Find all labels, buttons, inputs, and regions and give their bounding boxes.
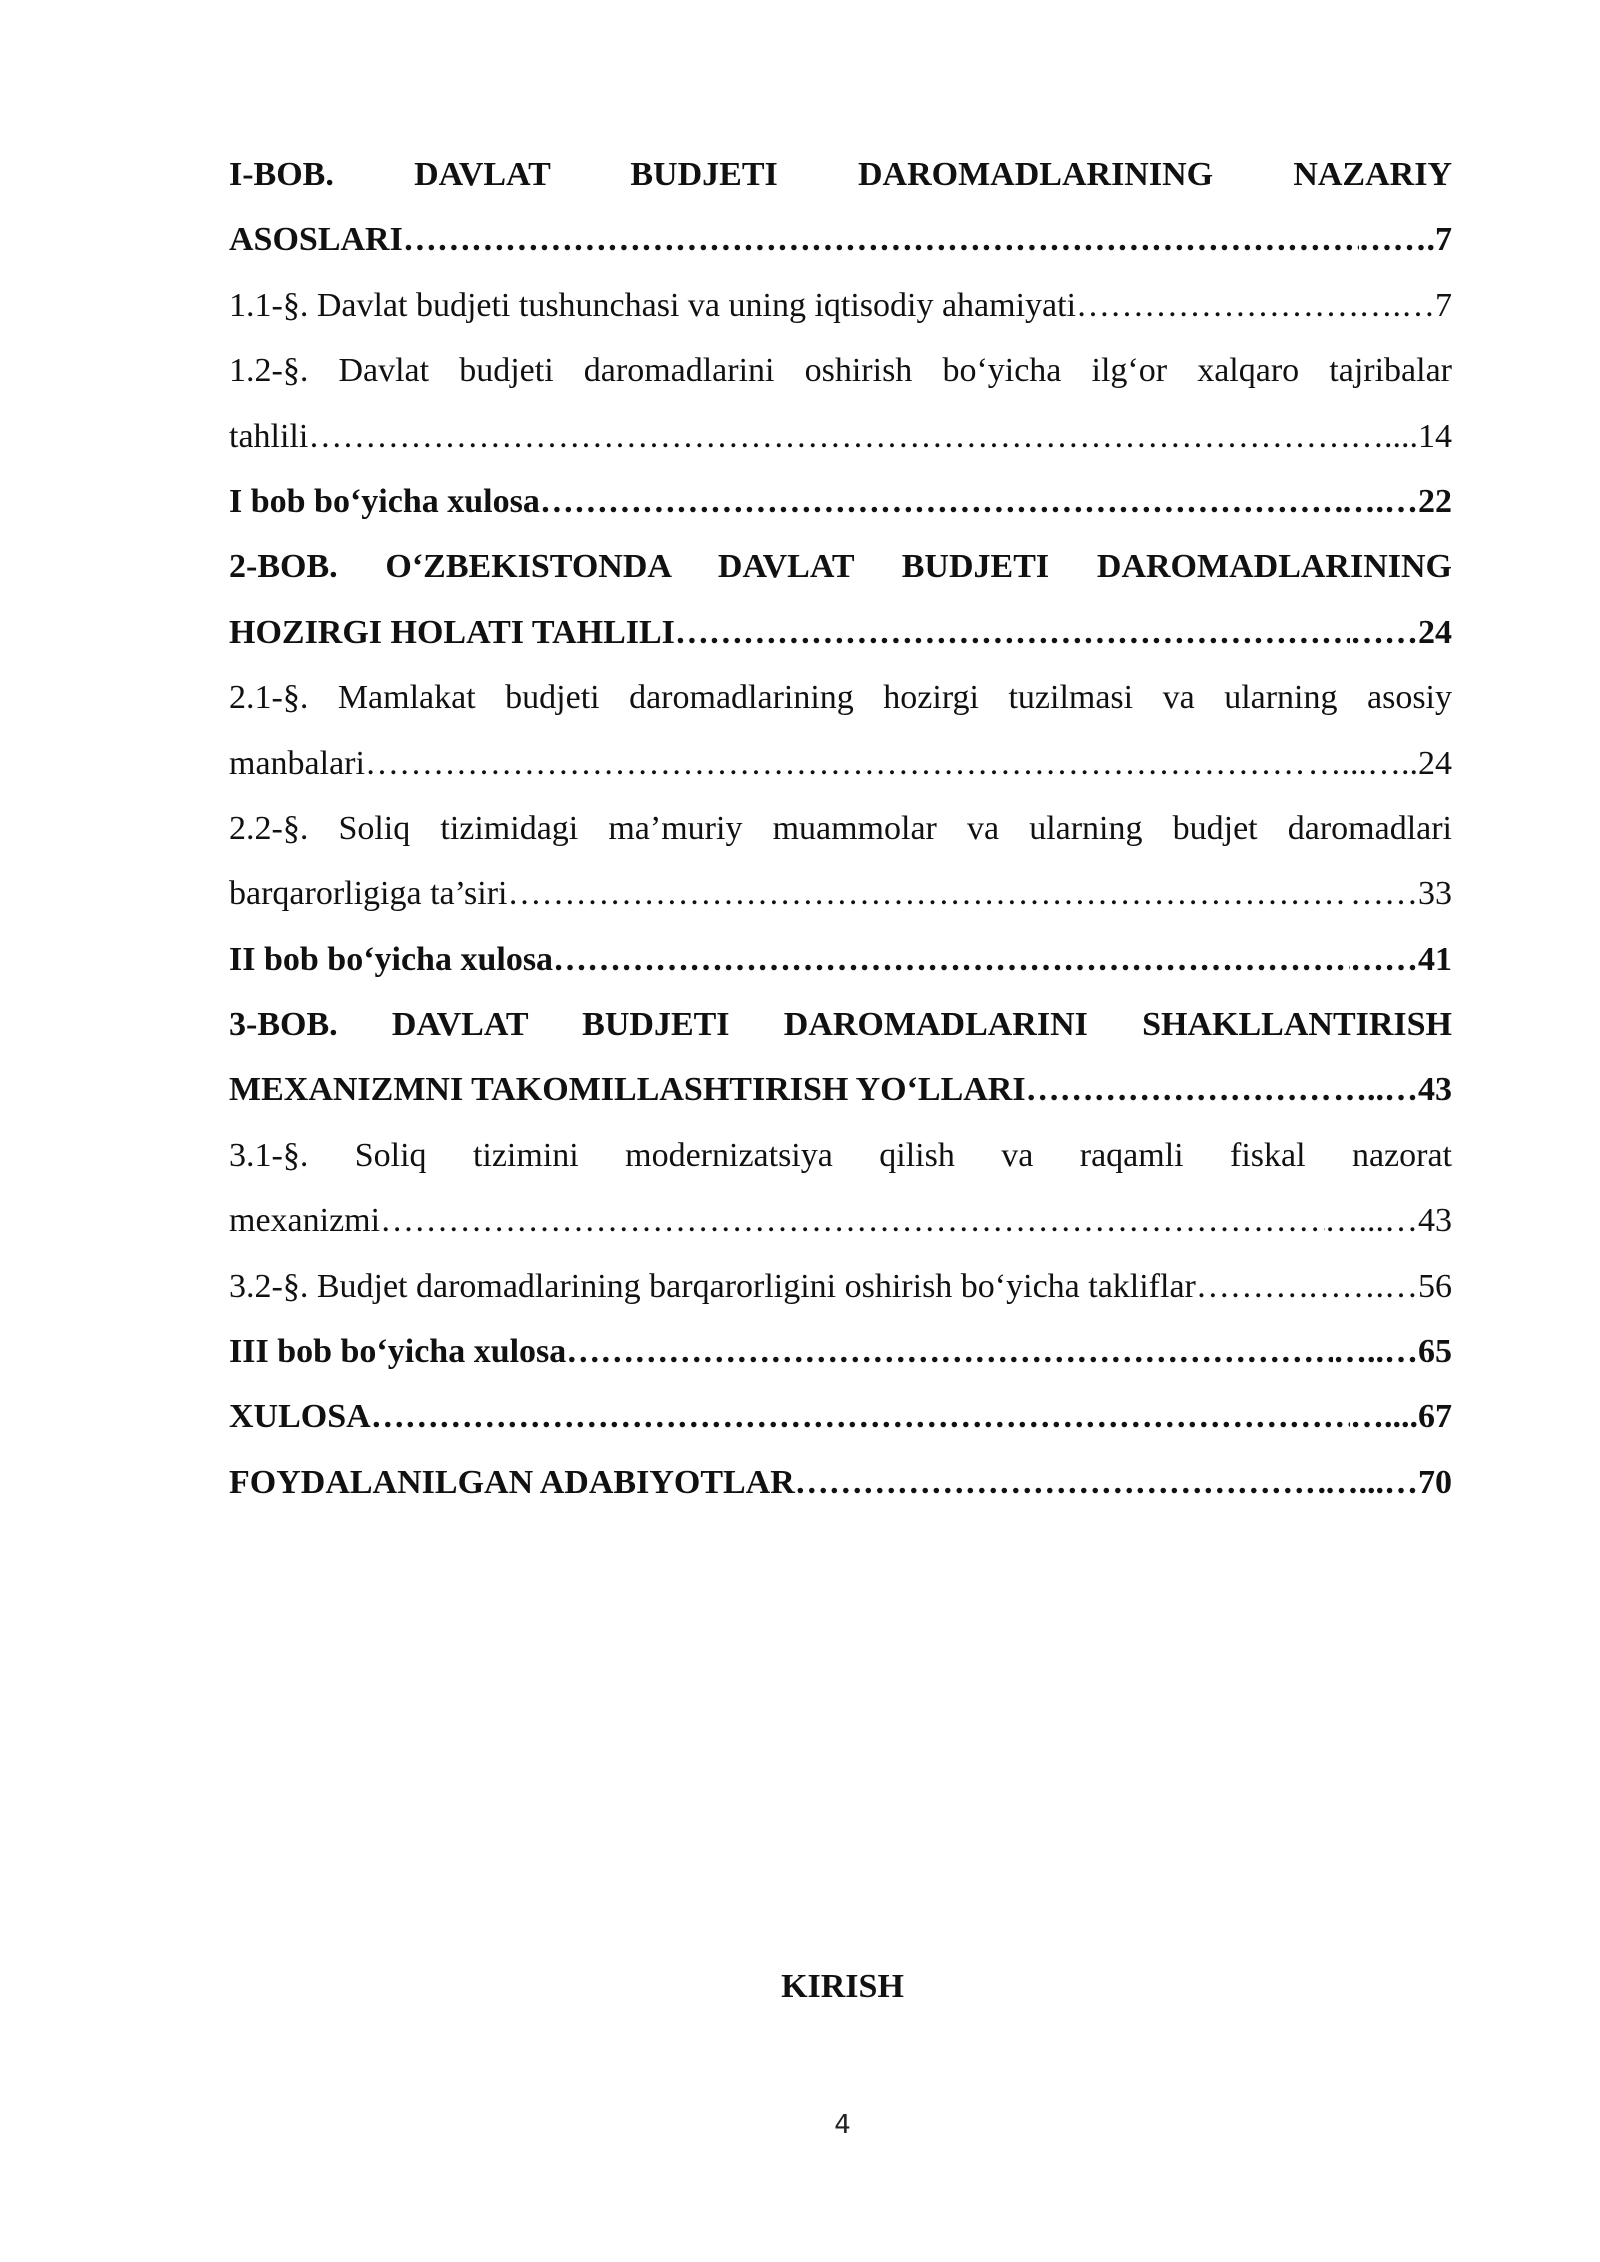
toc-entry-title: 1.1-§. Davlat budjeti tushunchasi va uning iqtisodiy ahamiyati (229, 286, 1077, 324)
toc-dot-leader (1026, 1057, 1333, 1122)
toc-entry-page: …...…43 (1324, 1202, 1452, 1240)
toc-entry-title: II bob bo‘yicha xulosa (229, 940, 554, 978)
toc-entry-title: 3.2-§. Budjet daromadlarining barqarorligini oshirish bo‘yicha takliflar (229, 1267, 1196, 1305)
toc-entry: 2.1-§. Mamlakat budjeti daromadlarining hozirgi tuzilmasi va ularning asosiy (229, 679, 1452, 717)
toc-entry (229, 1254, 1452, 1319)
toc-entry-title: tahlili (229, 417, 309, 455)
toc-dot-leader (540, 469, 1342, 534)
toc-dot-leader (308, 404, 1350, 469)
toc-entry-title: FOYDALANILGAN ADABIYOTLAR (229, 1463, 795, 1501)
toc-dot-leader (566, 1319, 1333, 1384)
toc-entry-title: mexanizmi (229, 1202, 381, 1240)
toc-dot-leader (365, 731, 1308, 796)
toc-entry (229, 469, 1452, 534)
toc-dot-leader (371, 1384, 1350, 1449)
toc-dot-leader (403, 207, 1359, 272)
toc-entry-page: ……33 (1350, 875, 1452, 913)
toc-entry (229, 1384, 1452, 1449)
toc-dot-leader (1196, 1254, 1308, 1319)
toc-entry (229, 1319, 1452, 1384)
toc-entry (229, 1450, 1452, 1515)
toc-entry-page: …….7 (1358, 221, 1452, 259)
toc-dot-leader (508, 861, 1350, 926)
toc-entry (229, 273, 1452, 338)
toc-entry: 3.1-§. Soliq tizimini modernizatsiya qilish va raqamli fiskal nazorat (229, 1136, 1452, 1174)
toc-entry (229, 600, 1452, 665)
toc-dot-leader (675, 600, 1350, 665)
toc-entry-page: ……41 (1350, 940, 1452, 978)
toc-entry-page: …...…70 (1324, 1463, 1452, 1501)
toc-entry-page: …..…65 (1333, 1333, 1452, 1371)
toc-entry-title: HOZIRGI HOLATI TAHLILI (229, 613, 675, 651)
toc-dot-leader (553, 927, 1350, 992)
toc-entry (229, 207, 1452, 272)
toc-entry: 2.2-§. Soliq tizimidagi ma’muriy muammolar va ularning budjet daromadlari (229, 809, 1452, 847)
toc-entry (229, 404, 1452, 469)
table-of-contents (229, 142, 1452, 1515)
toc-entry (229, 731, 1452, 796)
toc-dot-leader (1076, 273, 1358, 338)
toc-entry-page: ……24 (1350, 613, 1452, 651)
toc-entry-title: barqarorligiga ta’siri (229, 875, 508, 913)
toc-entry: 1.2-§. Davlat budjeti daromadlarini oshirish bo‘yicha ilg‘or xalqaro tajribalar (229, 352, 1452, 390)
toc-entry-page: ….…22 (1341, 482, 1452, 520)
toc-entry: 2-BOB. O‘ZBEKISTONDA DAVLAT BUDJETI DAROMADLARINING (229, 548, 1452, 586)
toc-entry-title: III bob bo‘yicha xulosa (229, 1333, 567, 1371)
toc-entry-title: MEXANIZMNI TAKOMILLASHTIRISH YO‘LLARI (229, 1071, 1026, 1109)
toc-dot-leader (795, 1450, 1325, 1515)
toc-dot-leader (380, 1188, 1324, 1253)
toc-entry: I-BOB. DAVLAT BUDJETI DAROMADLARINING NAZARIY (229, 156, 1452, 193)
toc-entry-page: …....67 (1350, 1398, 1452, 1436)
toc-entry-page: …...…..24 (1307, 744, 1452, 782)
toc-entry (229, 927, 1452, 992)
toc-entry (229, 1188, 1452, 1253)
toc-entry: 3-BOB. DAVLAT BUDJETI DAROMADLARINI SHAKLLANTIRISH (229, 1006, 1452, 1044)
toc-entry-title: manbalari (229, 744, 365, 782)
toc-entry-title: ASOSLARI (229, 221, 403, 259)
toc-entry (229, 1057, 1452, 1122)
toc-entry-title: I bob bo‘yicha xulosa (229, 482, 540, 520)
toc-entry-title: XULOSA (229, 1398, 371, 1436)
toc-entry-page: …....14 (1350, 417, 1452, 455)
page-number: 4 (834, 2110, 851, 2140)
toc-entry-page: ….…7 (1358, 286, 1452, 324)
toc-entry-page: …..…43 (1333, 1071, 1452, 1109)
section-heading-kirish: KIRISH (781, 1968, 904, 2005)
toc-lines (229, 142, 1452, 1515)
toc-entry (229, 861, 1452, 926)
toc-entry-page: …….…56 (1307, 1267, 1452, 1305)
